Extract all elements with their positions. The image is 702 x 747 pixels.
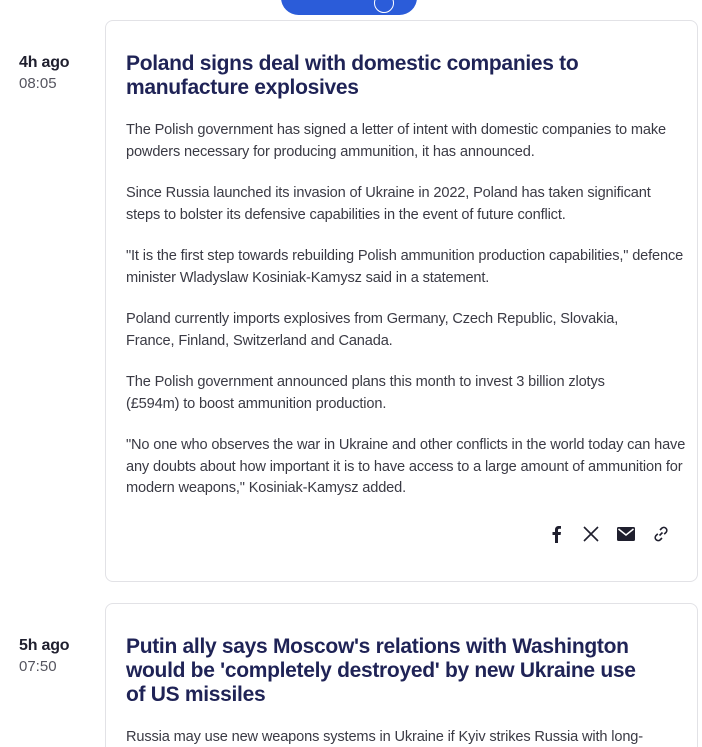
share-bar xyxy=(546,524,671,544)
arrow-up-circle-icon xyxy=(374,0,394,13)
entry-headline: Putin ally says Moscow's relations with Washington would be 'completely destroyed' by new Ukraine use of US missiles xyxy=(126,635,636,706)
entry-timestamp xyxy=(19,52,99,94)
time-clock: 07:50 xyxy=(19,658,57,675)
new-posts-button[interactable] xyxy=(281,0,417,15)
entry-paragraph: The Polish government has signed a letter of intent with domestic companies to make powders necessary for producing ammunition, it has announced. xyxy=(126,122,666,160)
entry-headline: Poland signs deal with domestic companies to manufacture explosives xyxy=(126,52,579,99)
entry-paragraph: "It is the first step towards rebuilding Polish ammunition production capabilities," defence minister Wladyslaw Kosiniak-Kamysz said in a statement. xyxy=(126,248,684,286)
email-icon[interactable] xyxy=(616,524,636,544)
time-ago: 5h ago xyxy=(19,637,70,654)
time-ago: 4h ago xyxy=(19,54,70,71)
entry-paragraph: "No one who observes the war in Ukraine and other conflicts in the world today can have any doubts about how important it is to have access to a large amount of ammunition for modern weapons," Kosiniak-Kamysz added. xyxy=(126,437,686,496)
x-icon[interactable] xyxy=(581,524,601,544)
entry-paragraph: Poland currently imports explosives from Germany, Czech Republic, Slovakia, France, Finland, Switzerland and Canada. xyxy=(126,311,619,349)
entry-timestamp xyxy=(19,635,99,677)
entry-card xyxy=(105,603,698,747)
entry-paragraph: The Polish government announced plans this month to invest 3 billion zlotys (£594m) to boost ammunition production. xyxy=(126,374,605,412)
entry-paragraph: Since Russia launched its invasion of Ukraine in 2022, Poland has taken significant steps to bolster its defensive capabilities in the event of future conflict. xyxy=(126,185,651,223)
entry-paragraph: Russia may use new weapons systems in Ukraine if Kyiv strikes Russia with long- xyxy=(126,729,643,745)
time-clock: 08:05 xyxy=(19,75,57,92)
entry-card xyxy=(105,20,698,582)
facebook-icon[interactable] xyxy=(546,524,566,544)
link-icon[interactable] xyxy=(651,524,671,544)
